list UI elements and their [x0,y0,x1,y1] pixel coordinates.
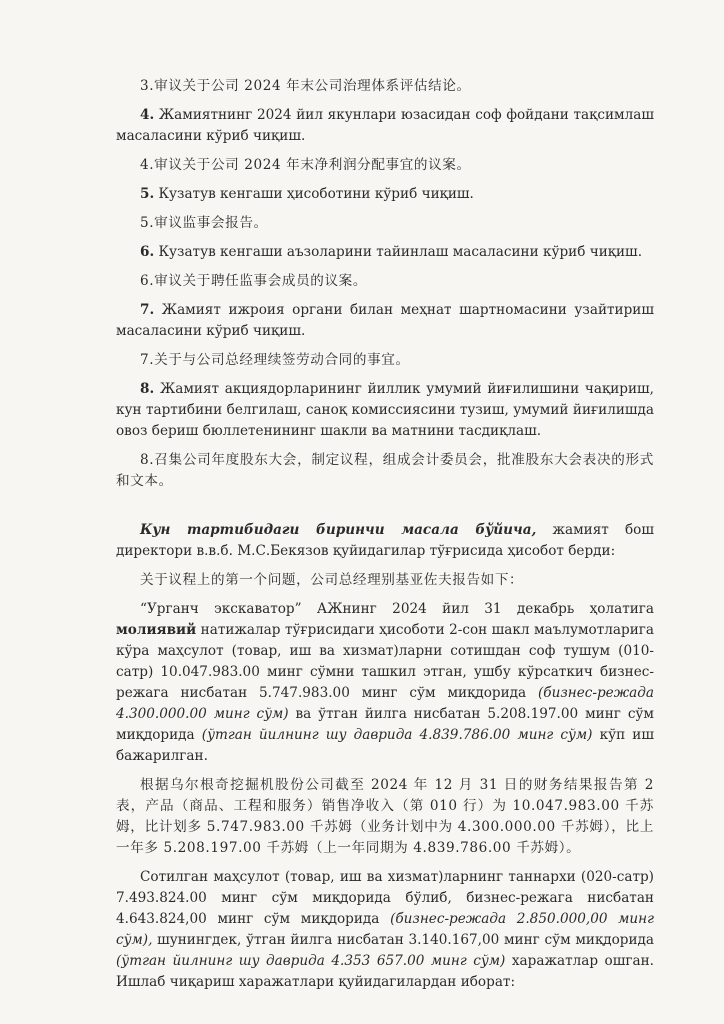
revenue-report-uz [116,599,654,767]
first-question-intro-zh: 关于议程上的第一个问题，公司总经理别基亚佐夫报告如下： [140,572,524,588]
agenda-item-4-zh: 4.审议关于公司 2024 年末净利润分配事宜的议案。 [140,157,471,173]
text-segment: Сотилган маҳсулот (товар, иш ва хизмат)ларнинг таннархи (020-сатр) 7.493.824.00 минг сўм миқдорида бўлиб, бизнес-режага нисбатан 4.643.824,00 минг сўм миқдорида [116,869,654,927]
agenda-item-7-zh: 7.关于与公司总经理续签劳动合同的事宜。 [140,352,410,368]
text-segment-italic: (ўтган йилнинг шу даврида 4.353 657.00 минг сўм) [116,953,506,969]
item-number: 5. [140,186,155,202]
text-segment: натижалар тўғрисидаги ҳисоботи 2-сон шакл маълумотларига кўра маҳсулот (товар, иш ва хизмат)ларни сотишдан соф тушум (010-сатр) 10.047.983.00 минг сўмни ташкил этган, ушбу кўрсаткич бизнес-режага нисбатан 5.747.983.00 минг сўм миқдорида [116,622,654,701]
agenda-item-3-zh: 3.审议关于公司 2024 年末公司治理体系评估结论。 [140,78,471,94]
agenda-item-5-uz [116,184,654,205]
agenda-item-5-zh: 5.审议监事会报告。 [140,215,268,231]
text-segment: шунингдек, ўтган йилга нисбатан 3.140.167,00 минг сўм миқдорида [152,932,654,948]
item-number: 4. [140,107,155,123]
item-text: Кузатув кенгаши ҳисоботини кўриб чиқиш. [154,186,474,202]
first-question-lead: Кун тартибидаги биринчи масала бўйича, [140,522,537,538]
agenda-item-6-zh: 6.审议关于聘任监事会成员的议案。 [140,273,368,289]
first-question-intro-uz [116,520,654,562]
revenue-report-zh: 根据乌尔根奇挖掘机股份公司截至 2024 年 12 月 31 日的财务结果报告第 2 表，产品（商品、工程和服务）销售净收入（第 010 行）为 10.047.983.00 千苏姆，比计划多 5.747.983.00 千苏姆（业务计划中为 4.300.000.00 千苏姆），比上一年多 5.208.197.00 千苏姆（上一年同期为 4.839.786.00 千苏姆）。 [116,777,654,856]
intro-text: жамият бош директори в.в.б. М.С.Бекязов қуйидагилар тўғрисида ҳисобот берди: [116,522,654,559]
item-text: Кузатув кенгаши аъзоларини тайинлаш масаласини кўриб чиқиш. [154,244,643,260]
text-segment: кўп иш бажарилган. [116,727,654,764]
text-segment-italic: (бизнес-режада 4.300.000.00 минг сўм) [116,685,654,722]
agenda-item-4-uz [116,105,654,147]
text-segment-italic: (ўтган йилнинг шу даврида 4.839.786.00 минг сўм) [201,727,593,743]
item-number: 6. [140,244,155,260]
item-number: 7. [140,302,155,318]
item-text: Жамият акциядорларининг йиллик умумий йиғилишини чақириш, кун тартибини белгилаш, саноқ комиссиясини тузиш, умумий йиғилишда овоз бериш бюллетенининг шакли ва матнини тасдиқлаш. [116,381,654,439]
text-segment: ва ўтган йилга нисбатан 5.208.197.00 минг сўм миқдорида [116,706,654,743]
agenda-item-6-uz [116,242,654,263]
text-segment-bold: молиявий [116,622,197,638]
item-number: 8. [140,381,155,397]
text-segment-italic: (бизнес-режада 2.850.000,00 минг сўм), [116,911,655,948]
section-gap [116,500,654,520]
agenda-item-7-uz [116,300,654,342]
agenda-item-8-zh: 8.召集公司年度股东大会，制定议程，组成会计委员会，批准股东大会表决的形式和文本。 [116,452,654,489]
agenda-item-8-uz [116,379,654,442]
text-segment: “Урганч экскаватор” АЖнинг 2024 йил 31 декабрь ҳолатига [140,601,654,617]
item-text: Жамиятнинг 2024 йил якунлари юзасидан соф фойдани тақсимлаш масаласини кўриб чиқиш. [116,107,654,144]
text-segment: харажатлар ошган. Ишлаб чиқариш харажатлари қуйидагилардан иборат: [116,953,654,990]
cost-report-uz [116,867,654,993]
item-text: Жамият ижроия органи билан меҳнат шартномасини узайтириш масаласини кўриб чиқиш. [116,302,654,339]
